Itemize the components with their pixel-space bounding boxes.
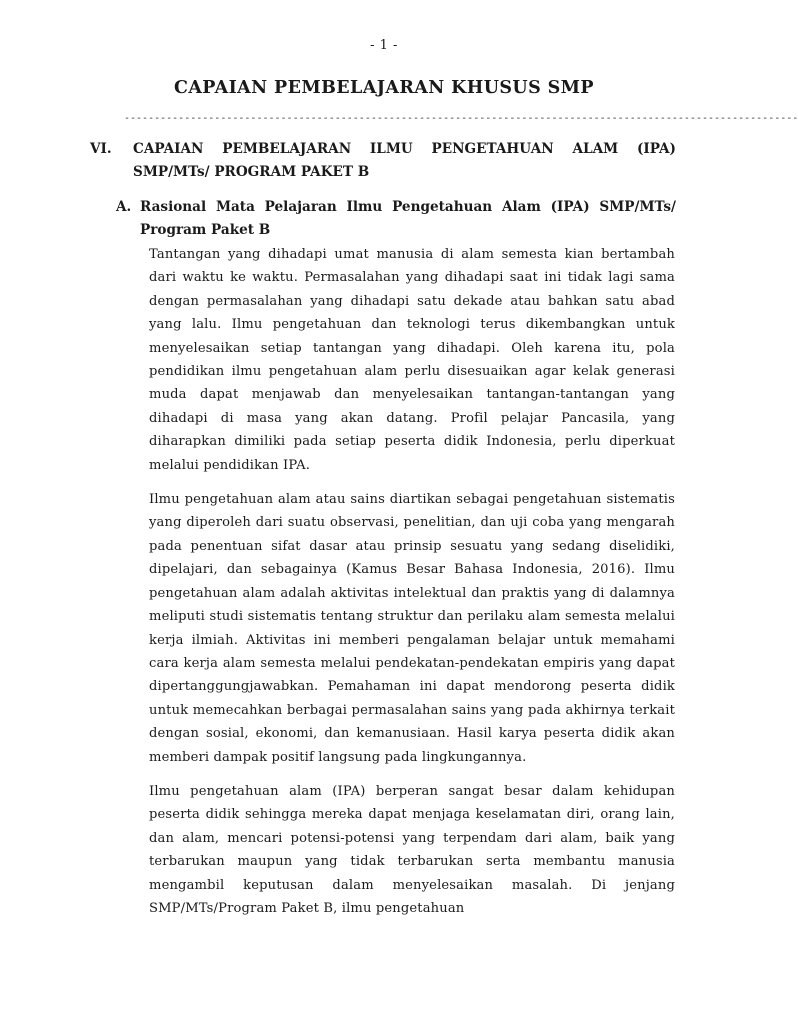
section-heading — [90, 138, 676, 184]
paragraph: Ilmu pengetahuan alam (IPA) berperan sangat besar dalam kehidupan peserta didik sehingga mereka dapat menjaga keselamatan diri, orang lain, dan alam, mencari potensi-potensi yang terpendam dari alam, baik yang terbarukan maupun yang tidak terbarukan serta membantu manusia mengambil keputusan dalam menyelesaikan masalah. Di jenjang SMP/MTs/Program Paket B, ilmu pengetahuan — [149, 783, 675, 916]
document-title: CAPAIAN PEMBELAJARAN KHUSUS SMP — [174, 78, 594, 98]
subsection-heading — [116, 196, 676, 242]
page-number: - 1 - — [370, 38, 398, 53]
section-title: CAPAIAN PEMBELAJARAN ILMU PENGETAHUAN ALAM (IPA) SMP/MTs/ PROGRAM PAKET B — [133, 141, 676, 180]
title-separator: ---------------------------------------------------------------------------------------------------------------- — [124, 113, 798, 124]
paragraph: Tantangan yang dihadapi umat manusia di alam semesta kian bertambah dari waktu ke waktu. Permasalahan yang dihadapi saat ini tidak lagi sama dengan permasalahan yang dihadapi satu dekade atau bahkan satu abad yang lalu. Ilmu pengetahuan dan teknologi terus dikembangkan untuk menyelesaikan setiap tantangan yang dihadapi. Oleh karena itu, pola pendidikan ilmu pengetahuan alam perlu disesuaikan agar kelak generasi muda dapat menjawab dan menyelesaikan tantangan-tantangan yang dihadapi di masa yang akan datang. Profil pelajar Pancasila, yang diharapkan dimiliki pada setiap peserta didik Indonesia, perlu diperkuat melalui pendidikan IPA. — [149, 247, 675, 473]
subsection-title: Rasional Mata Pelajaran Ilmu Pengetahuan Alam (IPA) SMP/MTs/ Program Paket B — [140, 199, 676, 238]
section-number: VI. — [90, 141, 112, 157]
subsection-number: A. — [116, 199, 132, 215]
paragraph: Ilmu pengetahuan alam atau sains diartikan sebagai pengetahuan sistematis yang diperoleh dari suatu observasi, penelitian, dan uji coba yang mengarah pada penentuan sifat dasar atau prinsip sesuatu yang sedang diselidiki, dipelajari, dan sebagainya (Kamus Besar Bahasa Indonesia, 2016). Ilmu pengetahuan alam adalah aktivitas intelektual dan praktis yang di dalamnya meliputi studi sistematis tentang struktur dan perilaku alam semesta melalui kerja ilmiah. Aktivitas ini memberi pengalaman belajar untuk memahami cara kerja alam semesta melalui pendekatan-pendekatan empiris yang dapat dipertanggungjawabkan. Pemahaman ini dapat mendorong peserta didik untuk memecahkan berbagai permasalahan sains yang pada akhirnya terkait dengan sosial, ekonomi, dan kemanusiaan. Hasil karya peserta didik akan memberi dampak positif langsung pada lingkungannya. — [149, 492, 675, 765]
body-text — [149, 243, 675, 931]
